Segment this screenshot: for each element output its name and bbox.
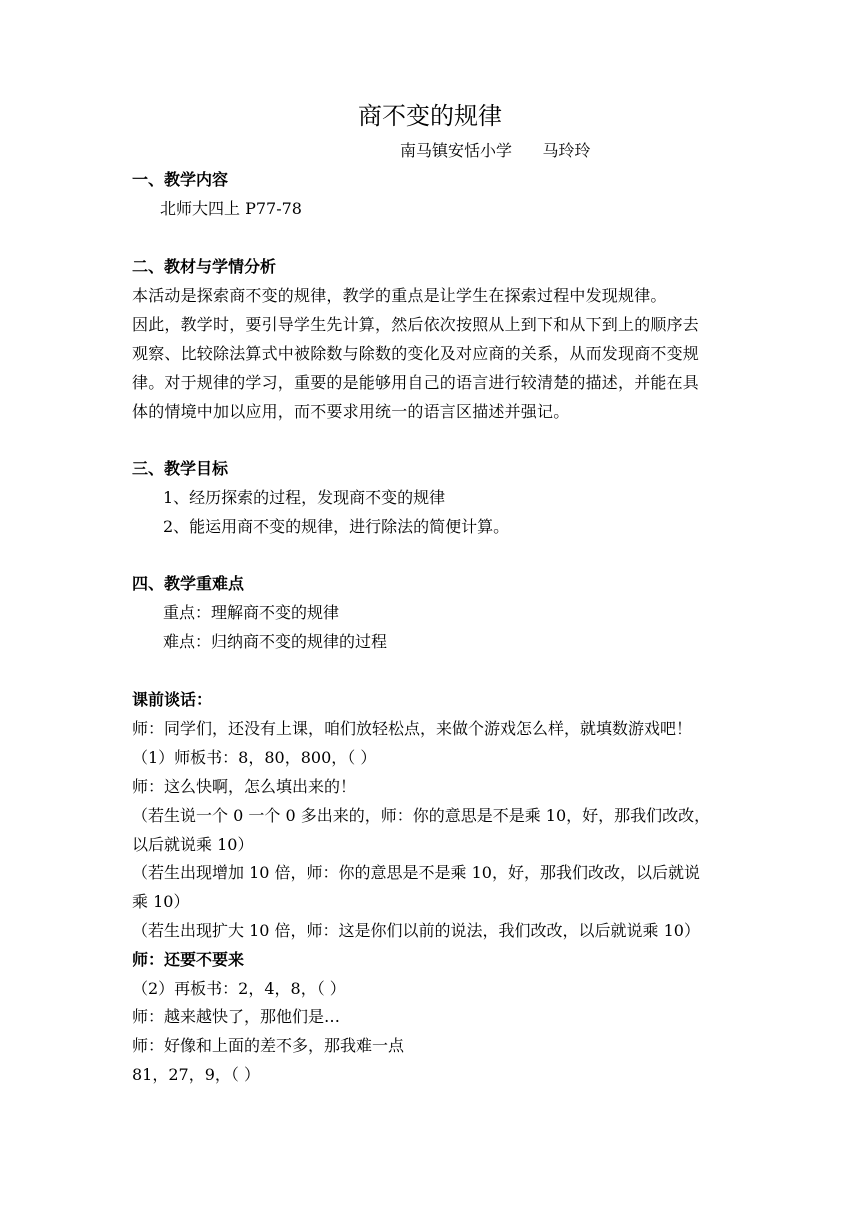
paragraph-line: 律。对于规律的学习，重要的是能够用自己的语言进行较清楚的描述，并能在具 [132, 373, 700, 392]
paragraph-line: 体的情境中加以应用，而不要求用统一的语言区描述并强记。 [132, 402, 570, 421]
talk-line: 师：越来越快了，那他们是… [132, 1007, 341, 1026]
section-2-heading: 二、教材与学情分析 [132, 257, 277, 276]
section-1-content: 北师大四上 P77-78 [160, 199, 302, 218]
difficult-point-item: 难点：归纳商不变的规律的过程 [163, 632, 388, 651]
talk-line: 81，27，9，（ ） [132, 1065, 260, 1084]
talk-line: 以后就说乘 10） [132, 835, 254, 854]
talk-line: 师：好像和上面的差不多，那我难一点 [132, 1036, 405, 1055]
section-1-heading: 一、教学内容 [132, 170, 229, 189]
goal-item: 1、经历探索的过程，发现商不变的规律 [163, 488, 446, 507]
talk-line: （若生出现增加 10 倍，师：你的意思是不是乘 10，好，那我们改改，以后就说 [132, 863, 700, 882]
author-line: 南马镇安恬小学 马玲玲 [400, 141, 591, 160]
section-4-heading: 四、教学重难点 [132, 574, 245, 593]
paragraph-line: 本活动是探索商不变的规律，教学的重点是让学生在探索过程中发现规律。 [132, 286, 667, 305]
talk-line: （若生说一个 0 一个 0 多出来的，师：你的意思是不是乘 10，好，那我们改改， [132, 806, 711, 825]
key-point-item: 重点：理解商不变的规律 [163, 603, 340, 622]
talk-line-bold: 师：还要不要来 [132, 950, 245, 969]
talk-line: （2）再板书：2，4，8，（ ） [132, 979, 346, 998]
talk-line: 乘 10） [132, 892, 190, 911]
section-3-heading: 三、教学目标 [132, 459, 229, 478]
goal-item: 2、能运用商不变的规律，进行除法的简便计算。 [163, 517, 510, 536]
document-title: 商不变的规律 [358, 102, 502, 130]
talk-line: （1）师板书：8，80，800，（ ） [132, 748, 377, 767]
talk-line: （若生出现扩大 10 倍，师：这是你们以前的说法，我们改改，以后就说乘 10） [132, 921, 700, 940]
talk-line: 师：这么快啊，怎么填出来的！ [132, 777, 357, 796]
paragraph-line: 观察、比较除法算式中被除数与除数的变化及对应商的关系，从而发现商不变规 [132, 344, 700, 363]
talk-heading: 课前谈话： [132, 690, 213, 709]
talk-line: 师：同学们，还没有上课，咱们放轻松点，来做个游戏怎么样，就填数游戏吧！ [132, 719, 693, 738]
paragraph-line: 因此，教学时，要引导学生先计算，然后依次按照从上到下和从下到上的顺序去 [132, 315, 700, 334]
